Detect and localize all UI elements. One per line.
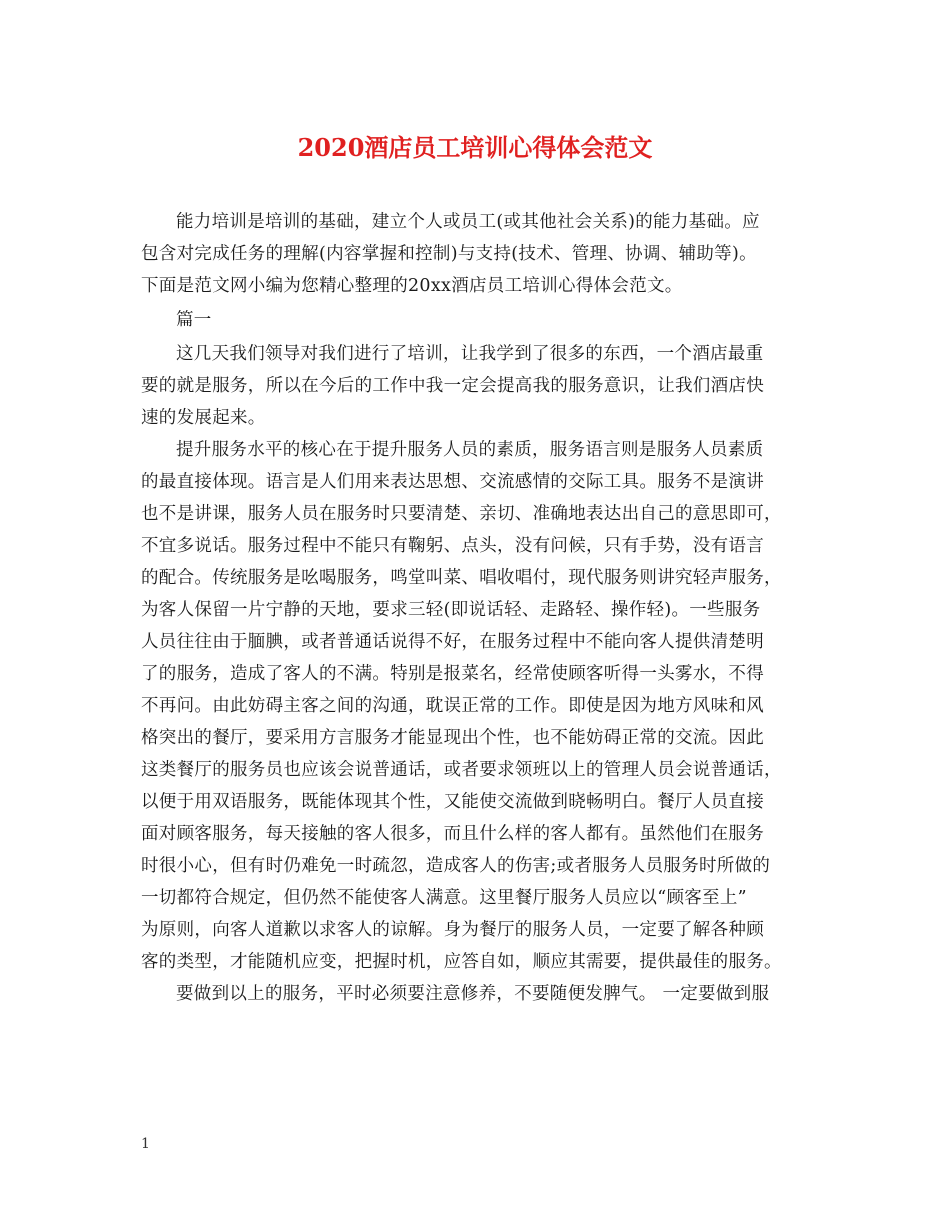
intro-paragraph: 能力培训是培训的基础，建立个人或员工(或其他社会关系)的能力基础。应 包含对完成任务的理解(内容掌握和控制)与支持(技术、管理、协调、辅助等)。 下面是范文网小编为您精心整理的20xx酒店员工培训心得体会范文。 <box>141 212 760 296</box>
document-title: 2020酒店员工培训心得体会范文 <box>297 133 653 162</box>
section-heading: 篇一 <box>176 310 212 330</box>
document-body <box>141 206 817 1010</box>
body-paragraph: 这几天我们领导对我们进行了培训，让我学到了很多的东西，一个酒店最重 要的就是服务，所以在今后的工作中我一定会提高我的服务意识，让我们酒店快 速的发展起来。 <box>141 344 764 428</box>
body-paragraph: 要做到以上的服务，平时必须要注意修养，不要随便发脾气。 一定要做到服 <box>176 984 770 1004</box>
body-paragraph: 提升服务水平的核心在于提升服务人员的素质，服务语言则是服务人员素质 的最直接体现。语言是人们用来表达思想、交流感情的交际工具。服务不是演讲 也不是讲课，服务人员在服务时只要清楚、亲切、准确地表达出自己的意思即可， 不宜多说话。服务过程中不能只有鞠躬、点头，没有问候，只有手势，没有语言 的配合。传统服务是吆喝服务，鸣堂叫菜、唱收唱付，现代服务则讲究轻声服务， 为客人保留一片宁静的天地，要求三轻(即说话轻、走路轻、操作轻)。一些服务 人员往往由于腼腆，或者普通话说得不好，在服务过程中不能向客人提供清楚明 了的服务，造成了客人的不满。特别是报菜名，经常使顾客听得一头雾水，不得 不再问。由此妨碍主客之间的沟通，耽误正常的工作。即使是因为地方风味和风 格突出的餐厅，要采用方言服务才能显现出个性，也不能妨碍正常的交流。因此 这类餐厅的服务员也应该会说普通话，或者要求领班以上的管理人员会说普通话， 以便于用双语服务，既能体现其个性，又能使交流做到晓畅明白。餐厅人员直接 面对顾客服务，每天接触的客人很多，而且什么样的客人都有。虽然他们在服务 时很小心，但有时仍难免一时疏忽，造成客人的伤害;或者服务人员服务时所做的 一切都符合规定，但仍然不能使客人满意。这里餐厅服务人员应以“顾客至上” 为原则，向客人道歉以求客人的谅解。身为餐厅的服务人员，一定要了解各种顾 客的类型，才能随机应变，把握时机，应答自如，顺应其需要，提供最佳的服务。 <box>141 440 782 972</box>
page-number: 1 <box>141 1136 150 1152</box>
